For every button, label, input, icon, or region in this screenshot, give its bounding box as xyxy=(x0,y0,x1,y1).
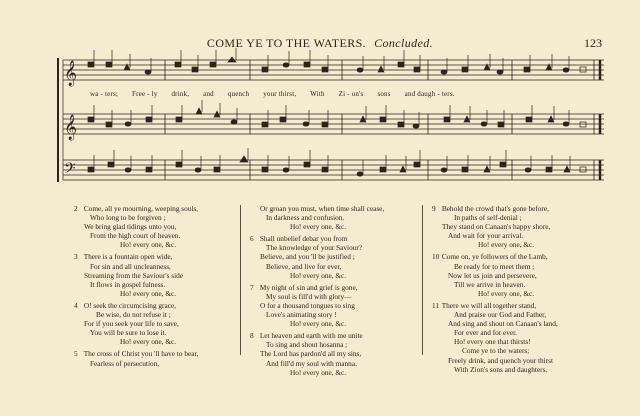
verse-column-1 xyxy=(74,204,198,371)
verse-number: 10 xyxy=(432,252,440,262)
verse-line: The cross of Christ you 'll have to bear, xyxy=(83,349,199,359)
verse-line: Till we arrive in heaven. xyxy=(454,279,526,289)
verse-line: Believe, and you 'll be justified ; xyxy=(260,252,355,262)
verse-line: It flows in gospel fulness. xyxy=(90,279,166,289)
hymn-subtitle: Concluded. xyxy=(374,36,434,50)
verse-line: Fearless of persecution, xyxy=(90,358,160,368)
staff-treble-2 xyxy=(63,114,604,134)
verse-line: For sin and all uncleanness, xyxy=(90,261,171,271)
verse-line: The Lord has pardon'd all my sins, xyxy=(260,349,362,359)
verse-refrain: Ho! every one, &c. xyxy=(120,240,177,250)
verse-number: 6 xyxy=(250,234,254,244)
lyric-syllable: With xyxy=(310,90,325,98)
verse-line: Believe, and live for ever, xyxy=(266,261,342,271)
verse-line: Streaming from the Saviour's side xyxy=(84,270,183,280)
verse-line: And wait for your arrival. xyxy=(448,231,524,241)
staff-treble-1 xyxy=(63,60,604,80)
verse-line: Now let us join and persevere, xyxy=(448,270,537,280)
lyric-syllable: Free - ly xyxy=(132,90,158,98)
verse xyxy=(74,252,198,297)
verse-line: They stand on Canaan's happy shore, xyxy=(442,222,551,232)
treble-clef-icon: 𝄞 xyxy=(64,61,78,86)
verse-number: 5 xyxy=(74,349,78,359)
lyric-syllable: Zi - on's xyxy=(338,90,364,98)
verse-number: 7 xyxy=(250,282,254,292)
verse-line: For if you seek your life to save, xyxy=(84,319,179,329)
verse xyxy=(432,301,558,374)
verse-line: Behold the crowd that's gone before, xyxy=(441,204,549,213)
verse-refrain: Ho! every one, &c. xyxy=(120,337,177,347)
verse-line: My night of sin and grief is gone, xyxy=(259,282,358,292)
verse-line: And sing and shout on Canaan's land, xyxy=(448,319,558,329)
lyric-syllable: and xyxy=(203,90,214,98)
verse-column-3 xyxy=(432,204,558,377)
verse-line: In paths of self-denial ; xyxy=(454,213,522,223)
verse-number: 8 xyxy=(250,331,254,341)
verse-line: Come on, ye followers of the Lamb, xyxy=(441,252,548,262)
verse-column-2 xyxy=(250,204,384,380)
notes xyxy=(88,48,586,176)
verse-number: 4 xyxy=(74,300,78,310)
verse-line: There is a fountain open wide, xyxy=(83,252,173,262)
verse-refrain: Ho! every one, &c. xyxy=(290,222,347,232)
verse-line: Or groan you must, when time shall cease, xyxy=(260,204,385,213)
verse-line: And praise our God and Father, xyxy=(454,310,547,320)
verse xyxy=(432,252,558,297)
verse xyxy=(432,204,558,249)
bass-clef-icon: 𝄢 xyxy=(64,160,76,181)
verse-line: O! seek the circumcising grace, xyxy=(83,300,177,310)
verse-line: To sing and shout hosanna ; xyxy=(266,340,348,350)
verse-line: My soul is fill'd with glory— xyxy=(266,291,352,301)
verse xyxy=(250,283,384,328)
lyric-syllable: wa - ters; xyxy=(90,90,119,98)
column-divider xyxy=(422,205,423,355)
verse-line: Let heaven and earth with me unite xyxy=(259,331,363,341)
hymn-title: COME YE TO THE WATERS. xyxy=(206,36,367,50)
music-score xyxy=(0,0,640,200)
verse-line: O for a thousand tongues to sing xyxy=(260,300,355,310)
verse-number: 9 xyxy=(432,204,436,213)
verse xyxy=(74,349,198,367)
treble-clef-icon: 𝄞 xyxy=(64,115,78,140)
verse-line: Ho! every one that thirsts! xyxy=(454,337,531,347)
lyric-syllable: your thirst, xyxy=(263,90,297,98)
verse-line: For ever and for ever. xyxy=(454,328,518,338)
verse-refrain: Ho! every one, &c. xyxy=(290,270,347,280)
verse-line: We bring glad tidings unto you, xyxy=(84,222,177,232)
verse xyxy=(74,204,198,249)
verse xyxy=(250,234,384,279)
verse-line: Shall unbelief debar you from xyxy=(259,234,348,244)
verse xyxy=(250,331,384,376)
verse-refrain: Ho! every one, &c. xyxy=(290,319,347,329)
verse-line: Love's animating story ! xyxy=(266,310,337,320)
verse-line: In darkness and confusion. xyxy=(266,213,345,223)
verse-line: With Zion's sons and daughters. xyxy=(454,364,548,374)
lyric-syllable: drink, xyxy=(171,90,190,98)
lyric-syllable: sons xyxy=(377,90,391,98)
verse-refrain: Ho! every one, &c. xyxy=(290,367,347,377)
verse-line: From the high court of heaven. xyxy=(90,231,181,241)
lyric-line xyxy=(90,90,600,98)
verse-line: There we will all together stand, xyxy=(441,300,537,310)
verse-refrain: Ho! every one, &c. xyxy=(120,288,177,298)
verse xyxy=(74,301,198,346)
column-divider xyxy=(240,205,241,355)
verse-line: The knowledge of your Saviour? xyxy=(266,243,363,253)
verse-refrain: Ho! every one, &c. xyxy=(478,240,535,250)
page-number: 123 xyxy=(584,36,602,50)
verse-line: And fill'd my soul with manna. xyxy=(266,358,357,368)
verse-number: 11 xyxy=(432,300,440,310)
verse-line: You will be sure to lose it. xyxy=(90,328,167,338)
verse-line: Freely drink, and quench your thirst xyxy=(448,355,553,365)
verse-line: Come ye to the waters; xyxy=(462,346,530,356)
verse-line: Be ready for to meet them ; xyxy=(454,261,535,271)
verse xyxy=(250,204,384,231)
lyric-syllable: quench xyxy=(227,90,250,98)
verse-line: Come, all ye mourning, weeping souls, xyxy=(83,204,199,213)
verse-refrain: Ho! every one, &c. xyxy=(478,288,535,298)
verse-line: Be wise, do not refuse it ; xyxy=(96,310,171,320)
verse-line: Who long to be forgiven ; xyxy=(90,213,166,223)
staff-bass xyxy=(63,160,604,180)
lyric-syllable: and daugh - ters. xyxy=(404,90,455,98)
verse-number: 2 xyxy=(74,204,78,213)
verse-number: 3 xyxy=(74,252,78,262)
